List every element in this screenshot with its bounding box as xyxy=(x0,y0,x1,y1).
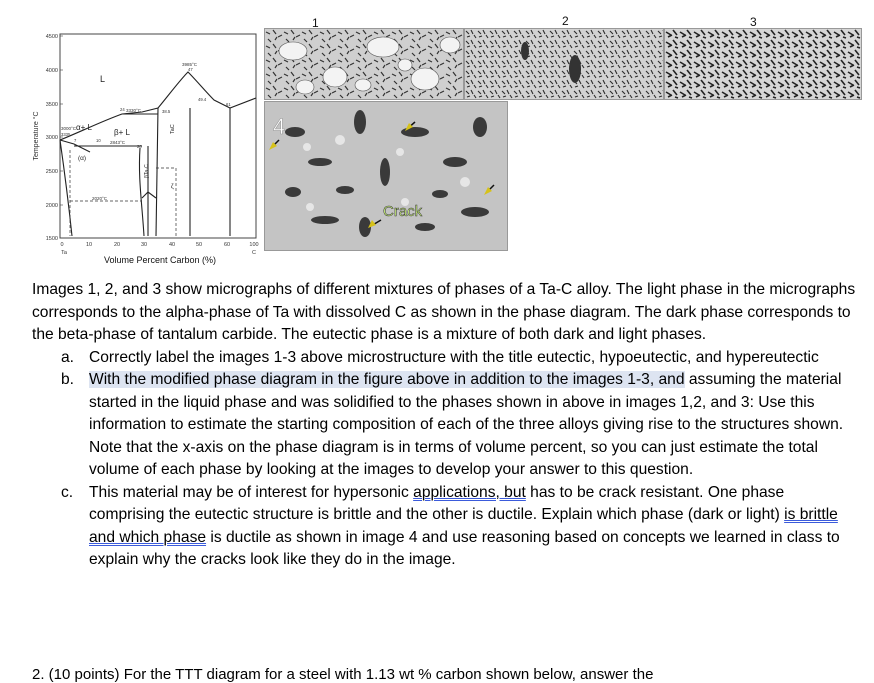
x-left-element: Ta xyxy=(61,250,67,256)
comp-label: 3335 xyxy=(61,132,71,137)
y-tick: 4500 xyxy=(45,34,58,40)
comp-label: 47 xyxy=(188,67,193,72)
comp-label: 28 xyxy=(137,144,142,149)
y-axis-label: Temperature °C xyxy=(33,111,40,161)
question-list xyxy=(32,347,862,572)
x-tick: 50 xyxy=(195,242,203,248)
x-tick: 60 xyxy=(223,242,231,248)
x-tick: 100 xyxy=(249,242,259,248)
region-beta-ta2c: βTa₂C xyxy=(144,164,150,178)
micrograph-number-1: 1 xyxy=(312,16,319,30)
x-tick: 0 xyxy=(60,242,64,248)
y-tick: 3000 xyxy=(45,135,58,141)
item-b-text: assuming the material started in the liquid phase and was solidified to the phases shown in above in images 1,2, and 3: Use this information to estimate the starting composition of each of the three alloys giving rise to the structures shown. Note that the x-axis on the phase diagram is in terms of volume percent, so you can just estimate the total volume of each phase by looking at the images to develop your answer to this question. xyxy=(89,371,844,478)
item-c-text-pre: This material may be of interest for hypersonic xyxy=(89,483,414,501)
cutoff-next-question: 2. (10 points) For the TTT diagram for a steel with 1.13 wt % carbon shown below, answer the xyxy=(32,666,654,683)
intro-paragraph: Images 1, 2, and 3 show micrographs of different mixtures of phases of a Ta-C alloy. The light phase in the micrographs corresponds to the alpha-phase of Ta with dissolved C as shown in the phase diagram. The dark phase corresponds to the beta-phase of tantalum carbide. The eutectic phase is a mixture of both dark and light phases. xyxy=(32,281,856,343)
temp-label: 2020°C xyxy=(92,196,108,201)
micrograph-number-3: 3 xyxy=(750,15,757,29)
beta-ta2c-boundary xyxy=(139,148,144,236)
temp-label: 2843°C xyxy=(110,140,126,145)
region-L: L xyxy=(100,74,106,84)
y-tick: 2500 xyxy=(45,169,58,175)
temp-label: 3000°C xyxy=(61,126,77,131)
region-zeta: ζ xyxy=(171,184,174,190)
item-c-text-mid: has to be crack resistant. One phase comprising the eutectic structure is brittle and the other is ductile. Explain which phase (dark or light) xyxy=(89,483,785,523)
comp-label: 49.4 xyxy=(198,97,207,102)
crack-label: Crack xyxy=(383,203,423,220)
item-a-text: Correctly label the images 1-3 above microstructure with the title eutectic, hypoeutectic, and hypereutectic xyxy=(89,348,819,366)
question-text xyxy=(32,279,862,572)
region-alpha: (α) xyxy=(78,155,87,162)
y-tick: 1500 xyxy=(45,236,58,242)
comp-label: 61 xyxy=(226,102,231,107)
grammar-flag-1[interactable]: applications, but xyxy=(413,483,526,501)
phase-diagram xyxy=(30,28,260,278)
list-marker: a. xyxy=(61,348,75,366)
micrograph-number-2: 2 xyxy=(562,14,569,28)
item-c-text-post: is ductile as shown in image 4 and use reasoning based on concepts we learned in class to explain why the cracks look like they do in the image. xyxy=(89,528,840,568)
y-tick: 3500 xyxy=(45,102,58,108)
region-beta-L: β+ L xyxy=(114,128,130,137)
micrograph-4 xyxy=(264,101,508,251)
temp-label: 3330°C xyxy=(126,108,142,113)
x-right-element: C xyxy=(252,250,256,256)
micrograph-2 xyxy=(464,28,664,100)
tac-left-boundary xyxy=(156,108,158,236)
list-item-a xyxy=(32,347,862,370)
highlighted-text[interactable]: With the modified phase diagram in the figure above in addition to the images 1-3, and xyxy=(89,371,685,388)
comp-label: 38.5 xyxy=(162,109,171,114)
comp-label: 7 xyxy=(74,138,77,143)
y-tick: 4000 xyxy=(45,68,58,74)
comp-label: 24 xyxy=(120,107,125,112)
x-tick: 30 xyxy=(140,242,148,248)
micrograph-number-4: 4 xyxy=(273,114,286,139)
zeta-region xyxy=(142,192,156,198)
list-marker: c. xyxy=(61,483,74,501)
region-TaC: TaC xyxy=(170,124,176,134)
comp-label: 10 xyxy=(96,138,101,143)
region-alpha-L: α+ L xyxy=(76,123,92,132)
micrograph-1 xyxy=(264,28,464,100)
x-tick: 20 xyxy=(113,242,121,248)
list-marker: b. xyxy=(61,371,75,388)
y-tick: 2000 xyxy=(45,203,58,209)
x-tick: 40 xyxy=(168,242,176,248)
list-item-b xyxy=(32,369,862,482)
list-item-c xyxy=(32,482,862,572)
temp-label: 3985°C xyxy=(182,62,198,67)
x-axis-label: Volume Percent Carbon (%) xyxy=(103,255,217,265)
grammar-flag-2[interactable]: is brittle and which phase xyxy=(89,506,838,546)
micrograph-3 xyxy=(664,28,862,100)
x-tick: 10 xyxy=(85,242,93,248)
